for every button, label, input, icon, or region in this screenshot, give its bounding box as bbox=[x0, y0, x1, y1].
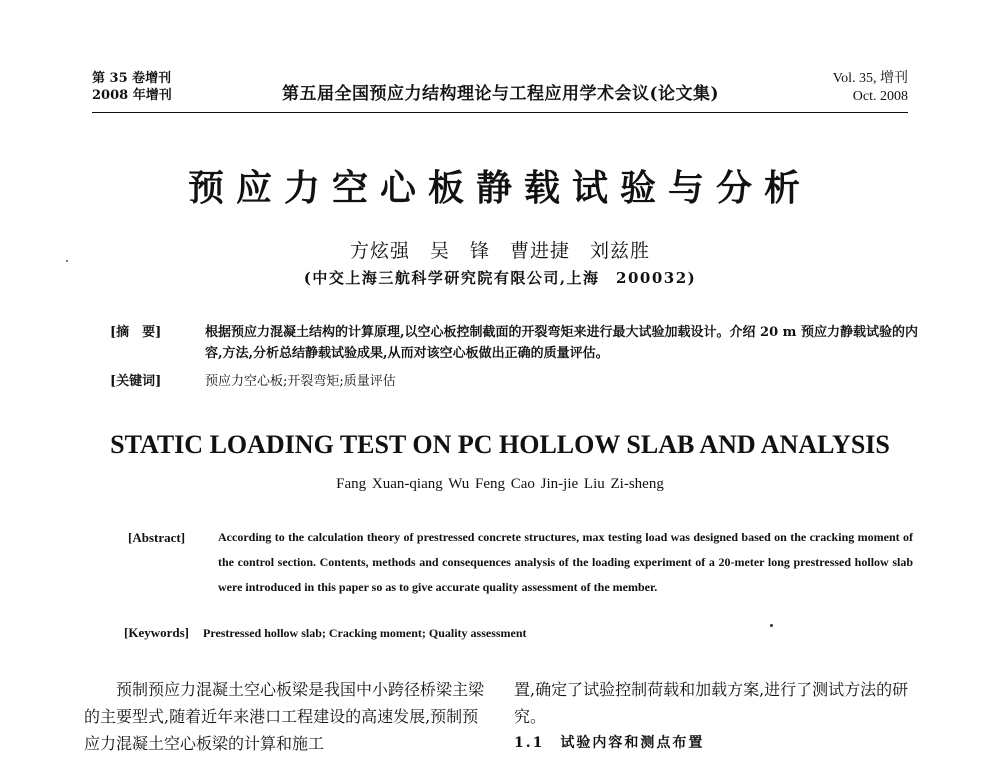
body-paragraph: 预制预应力混凝土空心板梁是我国中小跨径桥梁主梁的主要型式,随着近年来港口工程建设的高速发展,预制预应力混凝土空心板梁的计算和施工 bbox=[84, 680, 485, 753]
scan-speck bbox=[770, 624, 773, 627]
keywords-en-label: [Keywords] bbox=[124, 625, 189, 640]
keywords-en bbox=[124, 625, 527, 641]
affiliation-cn: (中交上海三航科学研究院有限公司,上海 200032) bbox=[303, 269, 697, 287]
journal-volume-en bbox=[833, 70, 908, 106]
authors-cn: 方炫强 吴 锋 曹进捷 刘兹胜 bbox=[349, 240, 650, 262]
authors-en: Fang Xuan-qiang Wu Feng Cao Jin-jie Liu Zi-sheng bbox=[336, 476, 664, 492]
body-column-left bbox=[84, 676, 494, 757]
volume-line: 第 35 卷增刊 bbox=[92, 71, 172, 86]
keywords-cn-text: 预应力空心板;开裂弯矩;质量评估 bbox=[205, 374, 396, 389]
journal-volume bbox=[92, 70, 172, 104]
abstract-en bbox=[128, 525, 913, 600]
abstract-cn-text: 根据预应力混凝土结构的计算原理,以空心板控制截面的开裂弯矩来进行最大试验加载设计。介绍 20 m 预应力静载试验的内容,方法,分析总结静载试验成果,从而对该空心板做出正确的质量评估。 bbox=[205, 325, 918, 361]
paper-title-cn: 预应力空心板静载试验与分析 bbox=[187, 167, 812, 209]
scan-speck bbox=[66, 260, 68, 262]
abstract-cn-label: [摘 要] bbox=[110, 325, 162, 340]
header-rule bbox=[92, 112, 908, 113]
abstract-en-text: According to the calculation theory of prestressed concrete structures, max testing load was designed based on the cracking moment of the control section. Contents, methods and consequences analysis of the loading experiment of a 20-meter long prestressed hollow slab were introduced in this paper so as to give accurate quality assessment of the member. bbox=[218, 530, 913, 594]
volume-en-line: Vol. 35, 增刊 bbox=[832, 71, 908, 86]
body-paragraph: 置,确定了试验控制荷载和加载方案,进行了测试方法的研究。 bbox=[514, 680, 909, 726]
section-heading: 1.1 试验内容和测点布置 bbox=[514, 735, 705, 751]
abstract-en-label: [Abstract] bbox=[128, 530, 186, 545]
keywords-en-text: Prestressed hollow slab; Cracking moment; Quality assessment bbox=[203, 626, 527, 640]
keywords-cn bbox=[110, 371, 920, 392]
date-line: Oct. 2008 bbox=[852, 89, 908, 104]
keywords-cn-label: [关键词] bbox=[110, 374, 162, 389]
conference-title: 第五届全国预应力结构理论与工程应用学术会议(论文集) bbox=[282, 84, 720, 104]
year-line: 2008 年增刊 bbox=[92, 88, 172, 103]
paper-title-en: STATIC LOADING TEST ON PC HOLLOW SLAB AND ANALYSIS bbox=[110, 430, 890, 459]
body-column-right bbox=[514, 676, 919, 757]
abstract-cn bbox=[110, 322, 920, 366]
